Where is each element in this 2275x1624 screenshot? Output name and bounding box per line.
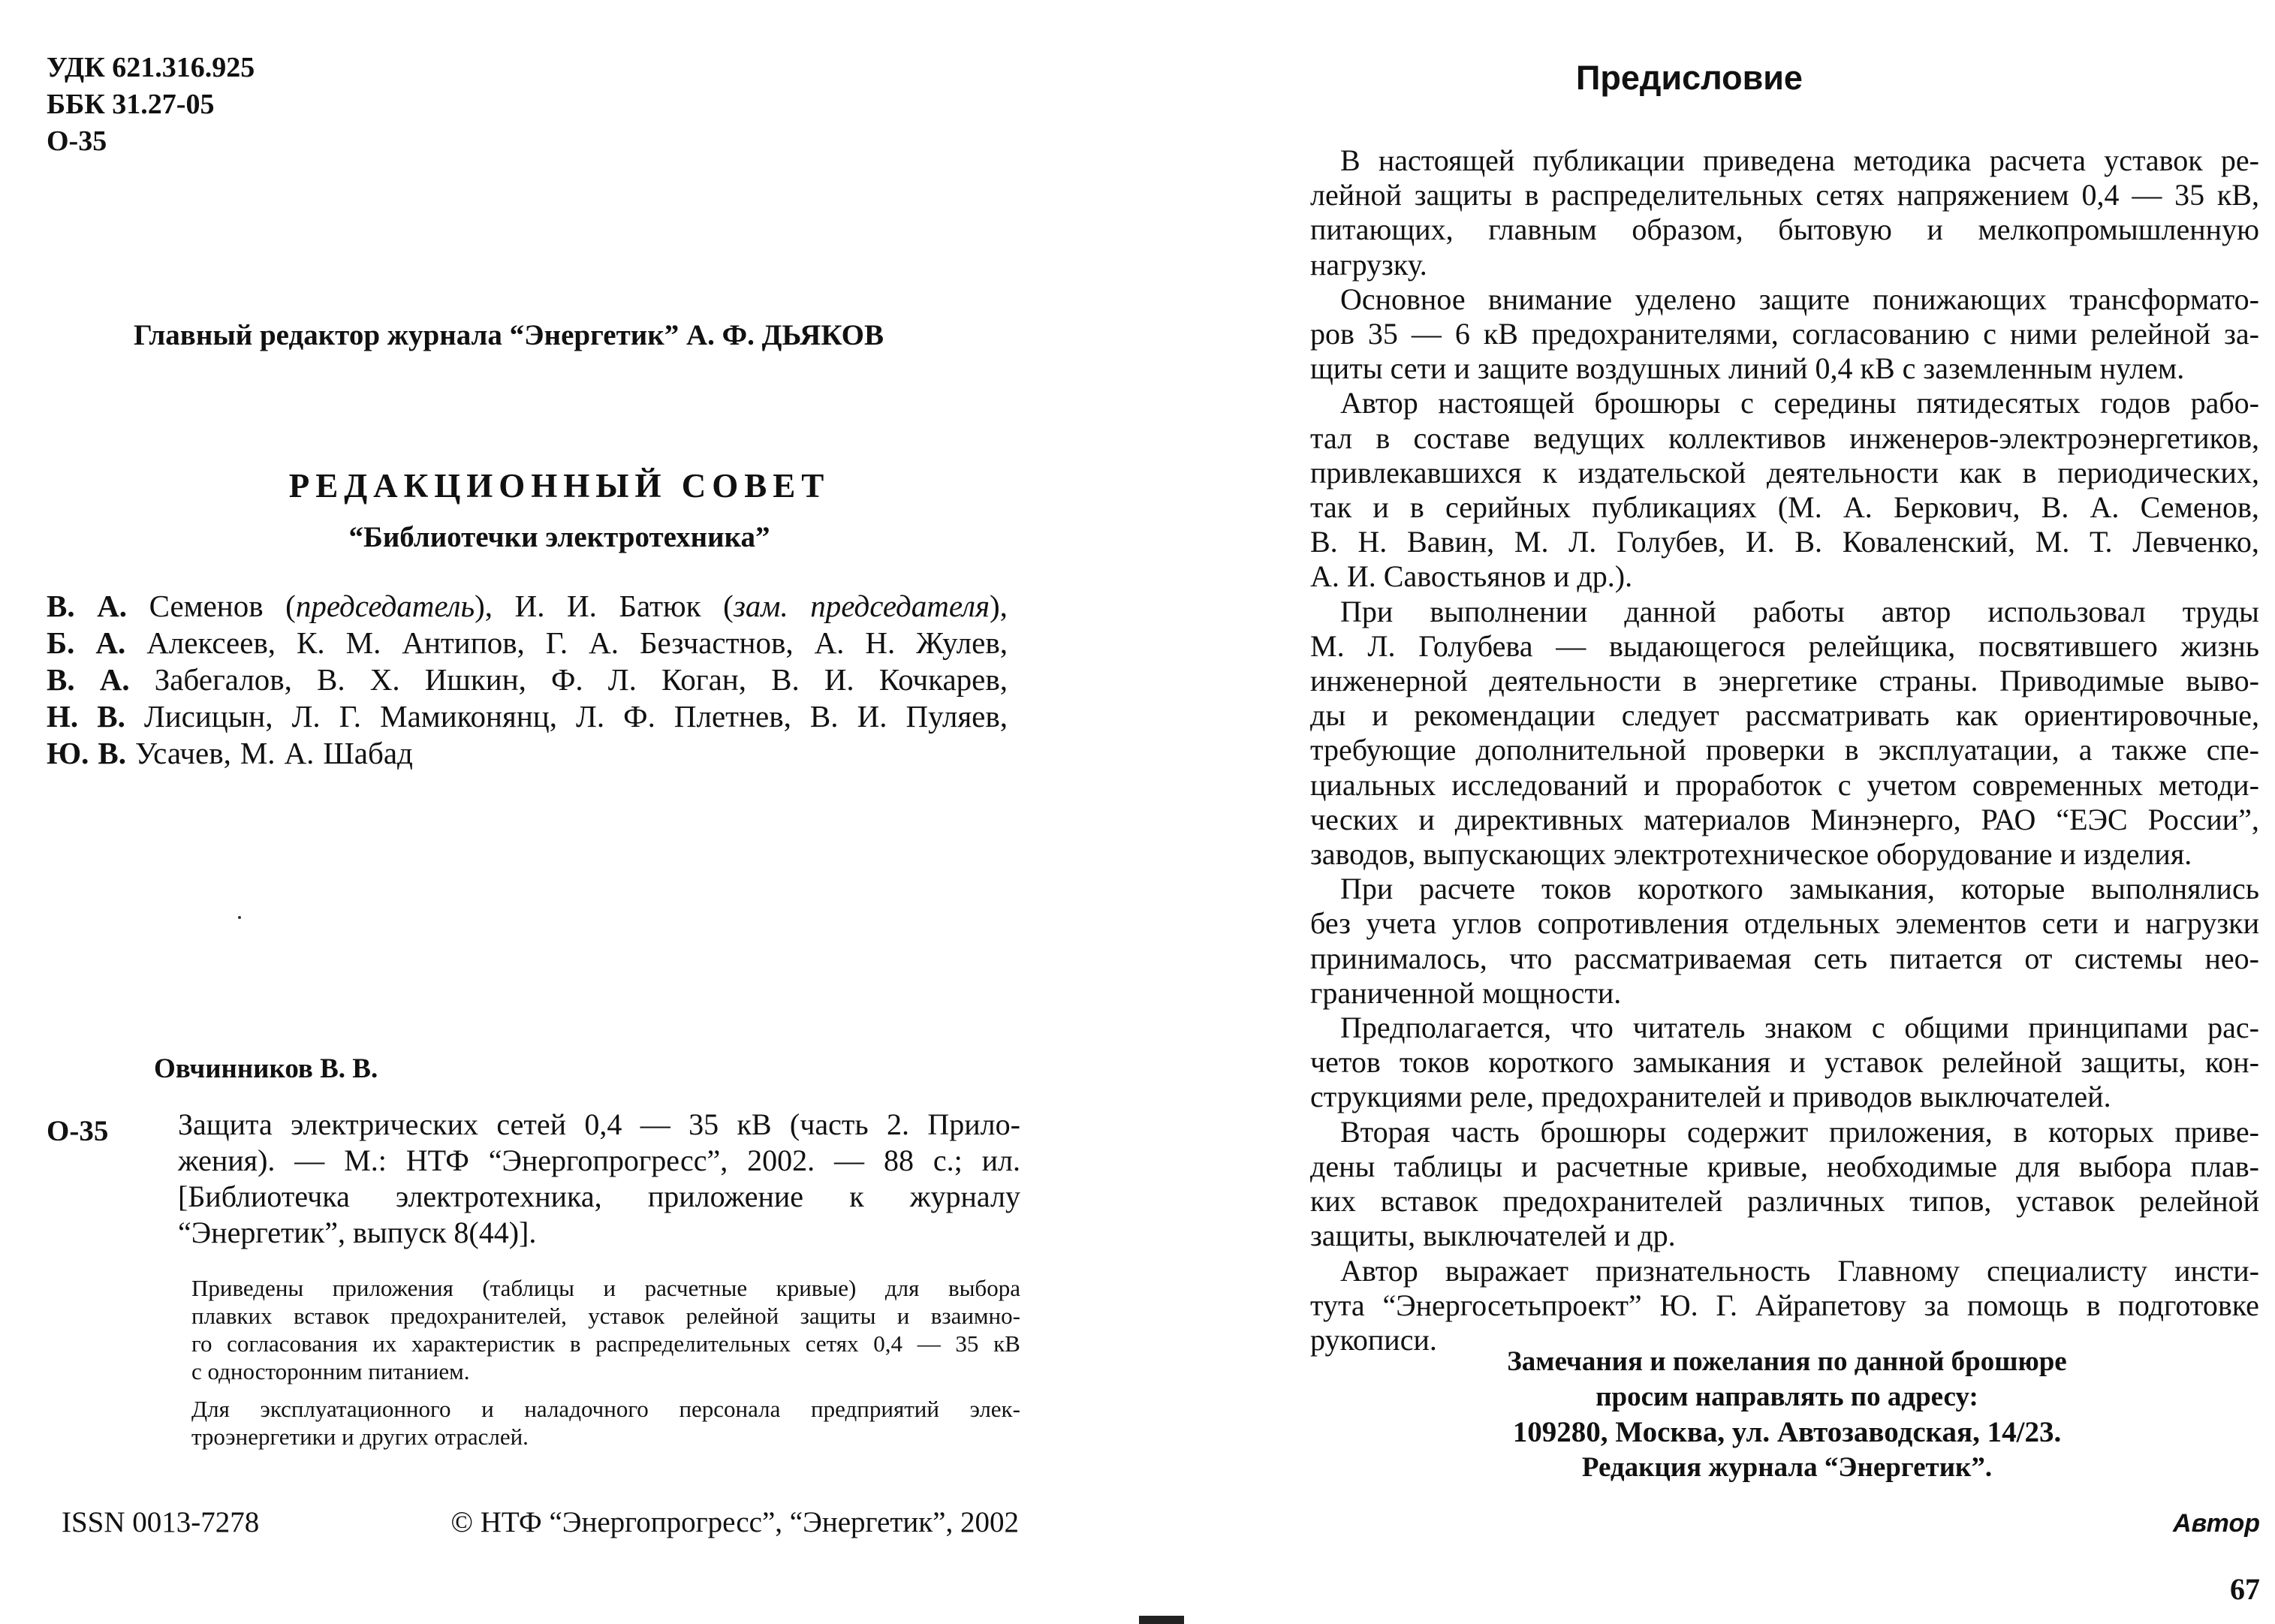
annotation-line: плавких вставок предохранителей, уставок релейной защиты и взаимно-	[191, 1303, 1020, 1329]
preface-line: дены таблицы и расчетные кривые, необходимые для выбора плав-	[1310, 1149, 2259, 1183]
preface-line: нагрузку.	[1310, 247, 1427, 282]
preface-line: защиты, выключателей и др.	[1310, 1219, 1676, 1253]
preface-line: ких вставок предохранителей различных типов, уставок релейной	[1310, 1184, 2259, 1219]
page-number: 67	[2230, 1572, 2260, 1606]
citation-line: [Библиотечка электротехника, приложение к журналу	[178, 1180, 1020, 1213]
contact-block	[1321, 1344, 2252, 1485]
preface-line: ческих и директивных материалов Минэнерго, РАО “ЕЭС России”,	[1310, 802, 2259, 836]
book-author: Овчинников В. В.	[154, 1053, 378, 1084]
issn: ISSN 0013-7278	[62, 1506, 260, 1538]
preface-line: М. Л. Голубева — выдающегося релейщика, посвятившего жизнь	[1310, 628, 2259, 663]
preface-line: питающих, главным образом, бытовую и мелкопромышленную	[1310, 212, 2259, 247]
classification-codes	[47, 50, 255, 160]
contact-line: Редакция журнала “Энергетик”.	[1581, 1452, 1993, 1483]
annotation-line: с односторонним питанием.	[191, 1358, 470, 1384]
annotation-line: Для эксплуатационного и наладочного персонала предприятий элек-	[191, 1396, 1020, 1422]
preface-line: циальных исследований и проработок с учетом современных методи-	[1310, 767, 2259, 802]
shelf-mark: О-35	[47, 1115, 109, 1147]
board-members	[47, 588, 1008, 772]
preface-line: граниченной мощности.	[1310, 975, 1622, 1010]
preface-line: Автор выражает признательность Главному специалисту инсти-	[1340, 1253, 2259, 1288]
board-subtitle: “Библиотечки электротехника”	[348, 521, 770, 553]
preface-line: так и в серийных публикациях (М. А. Беркович, В. А. Семенов,	[1310, 490, 2259, 525]
copyright: © НТФ “Энергопрогресс”, “Энергетик”, 2002	[450, 1506, 1019, 1538]
preface-line: щиты сети и защите воздушных линий 0,4 кВ с заземленным нулем.	[1310, 351, 2185, 386]
preface-title: Предисловие	[1576, 59, 1803, 97]
preface-line: лейной защиты в распределительных сетях напряжением 0,4 — 35 кВ,	[1310, 178, 2259, 212]
annotation-line: го согласования их характеристик в распределительных сетях 0,4 — 35 кВ	[191, 1330, 1020, 1357]
preface-line: без учета углов сопротивления отдельных элементов сети и нагрузки	[1310, 906, 2259, 941]
preface-line: Вторая часть брошюры содержит приложения, в которых приве-	[1340, 1114, 2259, 1149]
signature: Автор	[2173, 1509, 2260, 1538]
issn-copyright-line	[62, 1505, 1019, 1539]
annotation	[191, 1274, 1020, 1451]
citation-line: “Энергетик”, выпуск 8(44)].	[178, 1216, 537, 1249]
preface-line: В настоящей публикации приведена методика расчета уставок ре-	[1340, 143, 2259, 177]
chief-editor: Главный редактор журнала “Энергетик” А. Ф. ДЬЯКОВ	[134, 319, 884, 351]
paragraph-gap	[191, 1385, 1020, 1395]
contact-address: 109280, Москва, ул. Автозаводская, 14/23.	[1512, 1416, 2062, 1448]
preface-line: рукописи.	[1310, 1322, 1437, 1357]
preface-line: Автор настоящей брошюры с середины пятидесятых годов рабо-	[1340, 386, 2259, 420]
citation-line: Защита электрических сетей 0,4 — 35 кВ (часть 2. Прило-	[178, 1107, 1020, 1141]
board-member-line: Б. А. Алексеев, К. М. Антипов, Г. А. Безчастнов, А. Н. Жулев,	[47, 625, 1008, 660]
preface-line: требующие дополнительной проверки в эксплуатации, а также спе-	[1310, 733, 2259, 767]
board-title: РЕДАКЦИОННЫЙ СОВЕТ	[288, 467, 830, 505]
bbk-code: ББК 31.27-05	[47, 89, 215, 120]
preface-line: ды и рекомендации следует рассматривать как ориентировочные,	[1310, 698, 2259, 733]
preface-line: ров 35 — 6 кВ предохранителями, согласованию с ними релейной за-	[1310, 317, 2259, 351]
bibliographic-citation	[178, 1107, 1020, 1251]
preface-line: Предполагается, что читатель знаком с общими принципами рас-	[1340, 1011, 2259, 1045]
board-member-line: Н. В. Лисицын, Л. Г. Мамиконянц, Л. Ф. Плетнев, В. И. Пуляев,	[47, 699, 1008, 734]
board-member-line: В. А. Забегалов, В. Х. Ишкин, Ф. Л. Коган, В. И. Кочкарев,	[47, 662, 1008, 697]
preface-line: четов токов короткого замыкания и уставок релейной защиты, кон-	[1310, 1045, 2259, 1080]
preface-line: Основное внимание уделено защите понижающих трансформато-	[1340, 282, 2259, 316]
board-member-line: Ю. В. Усачев, М. А. Шабад	[47, 736, 413, 770]
preface-line: заводов, выпускающих электротехническое оборудование и изделия.	[1310, 837, 2192, 872]
preface-line: А. И. Савостьянов и др.).	[1310, 559, 1633, 594]
preface-line: тал в составе ведущих коллективов инженеров-электроэнергетиков,	[1310, 420, 2259, 455]
contact-line: просим направлять по адресу:	[1596, 1381, 1978, 1412]
preface-line: принималось, что рассматриваемая сеть питается от системы нео-	[1310, 941, 2259, 975]
preface-line: При выполнении данной работы автор использовал труды	[1340, 594, 2259, 628]
gutter-mark	[1139, 1616, 1184, 1624]
author-sign: О-35	[47, 125, 107, 157]
citation-line: жения). — М.: НТФ “Энергопрогресс”, 2002. — 88 с.; ил.	[178, 1143, 1020, 1177]
preface-line: тута “Энергосетьпроект” Ю. Г. Айрапетову за помощь в подготовке	[1310, 1288, 2259, 1322]
preface-line: В. Н. Вавин, М. Л. Голубев, И. В. Коваленский, М. Т. Левченко,	[1310, 525, 2259, 559]
preface-line: привлекавшихся к издательской деятельности как в периодических,	[1310, 455, 2259, 490]
contact-line: Замечания и пожелания по данной брошюре	[1507, 1346, 2067, 1377]
preface-line: струкциями реле, предохранителей и приводов выключателей.	[1310, 1080, 2111, 1114]
annotation-line: Приведены приложения (таблицы и расчетные кривые) для выбора	[191, 1275, 1020, 1301]
annotation-line: троэнергетики и других отраслей.	[191, 1424, 529, 1450]
udk-code: УДК 621.316.925	[47, 52, 255, 83]
board-member-line: В. А. Семенов (председатель), И. И. Батюк (зам. председателя),	[47, 589, 1008, 623]
preface-body	[1310, 143, 2259, 1357]
page-speck	[238, 916, 241, 919]
preface-line: При расчете токов короткого замыкания, которые выполнялись	[1340, 872, 2259, 906]
preface-line: инженерной деятельности в энергетике страны. Приводимые выво-	[1310, 664, 2259, 698]
